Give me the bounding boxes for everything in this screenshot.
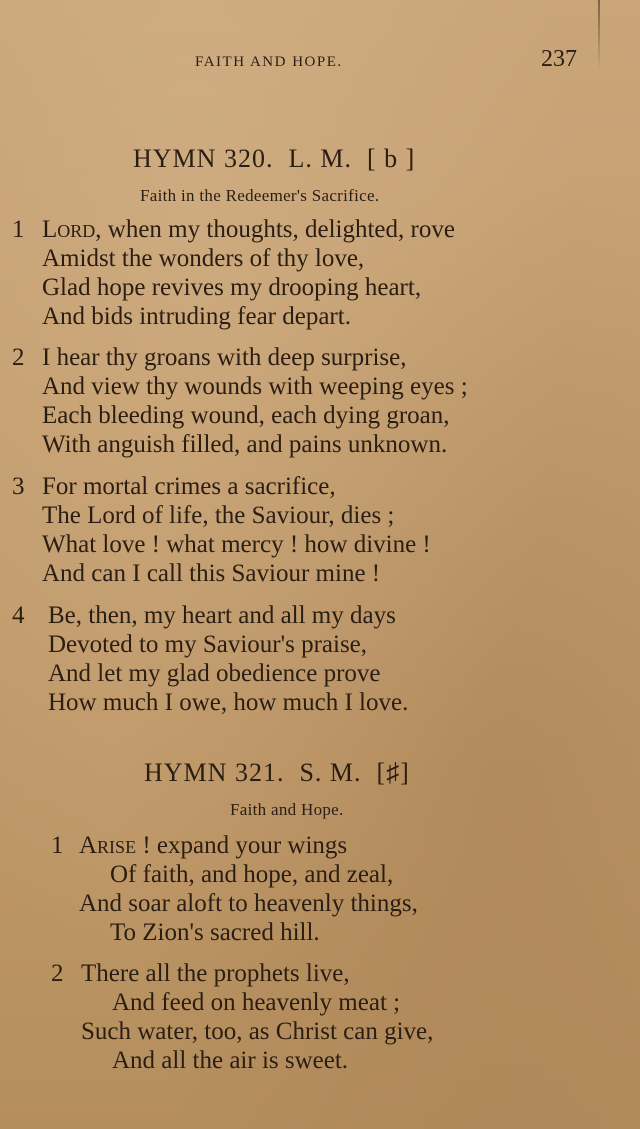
first-word-small-caps: Arise: [79, 832, 137, 859]
verse-line: Such water, too, as Christ can give,: [81, 1018, 434, 1045]
hymn-321-subtitle: Faith and Hope.: [230, 800, 344, 819]
hymn-320-title: HYMN 320. L. M. [ b ]: [133, 144, 416, 173]
first-word-small-caps: Lord,: [42, 216, 102, 243]
page-fold-shadow: [598, 0, 600, 70]
verse-line: And can I call this Saviour mine !: [42, 560, 381, 587]
verse-line: What love ! what mercy ! how divine !: [42, 531, 431, 558]
verse-line: And view thy wounds with weeping eyes ;: [42, 373, 468, 400]
hymn-321-title: HYMN 321. S. M. [♯]: [144, 758, 410, 787]
verse-line: And let my glad obedience prove: [48, 660, 381, 687]
verse-line: The Lord of life, the Saviour, dies ;: [42, 502, 395, 529]
verse-line: Devoted to my Saviour's praise,: [48, 631, 368, 658]
verse-line: Glad hope revives my drooping heart,: [42, 274, 422, 301]
verse-line: For mortal crimes a sacrifice,: [42, 473, 336, 500]
verse-line: Amidst the wonders of thy love,: [42, 245, 365, 272]
verse-line: [79, 832, 347, 860]
verse-line-text: ! expand your wings: [136, 832, 348, 859]
verse-line: And all the air is sweet.: [112, 1047, 349, 1074]
running-head: FAITH AND HOPE.: [195, 54, 343, 70]
verse-line: Be, then, my heart and all my days: [48, 602, 396, 629]
verse-line: How much I owe, how much I love.: [48, 689, 409, 716]
verse-line: With anguish filled, and pains unknown.: [42, 431, 448, 458]
verse-line: And soar aloft to heavenly things,: [79, 890, 418, 917]
stanza-number: 2: [12, 344, 25, 371]
verse-line: Each bleeding wound, each dying groan,: [42, 402, 450, 429]
stanza-number: 2: [51, 960, 64, 987]
verse-line: And bids intruding fear depart.: [42, 303, 351, 330]
hymn-320-subtitle: Faith in the Redeemer's Sacrifice.: [140, 186, 380, 205]
verse-line: To Zion's sacred hill.: [110, 919, 320, 946]
stanza-number: 1: [12, 216, 25, 243]
page-number: 237: [541, 46, 577, 72]
verse-line: I hear thy groans with deep surprise,: [42, 344, 407, 371]
verse-line-text: when my thoughts, delighted, rove: [101, 216, 455, 243]
verse-line: [42, 216, 455, 244]
verse-line: And feed on heavenly meat ;: [112, 989, 401, 1016]
stanza-number: 4: [12, 602, 25, 629]
verse-line: There all the prophets live,: [81, 960, 350, 987]
stanza-number: 3: [12, 473, 25, 500]
verse-line: Of faith, and hope, and zeal,: [110, 861, 394, 888]
stanza-number: 1: [51, 832, 64, 859]
